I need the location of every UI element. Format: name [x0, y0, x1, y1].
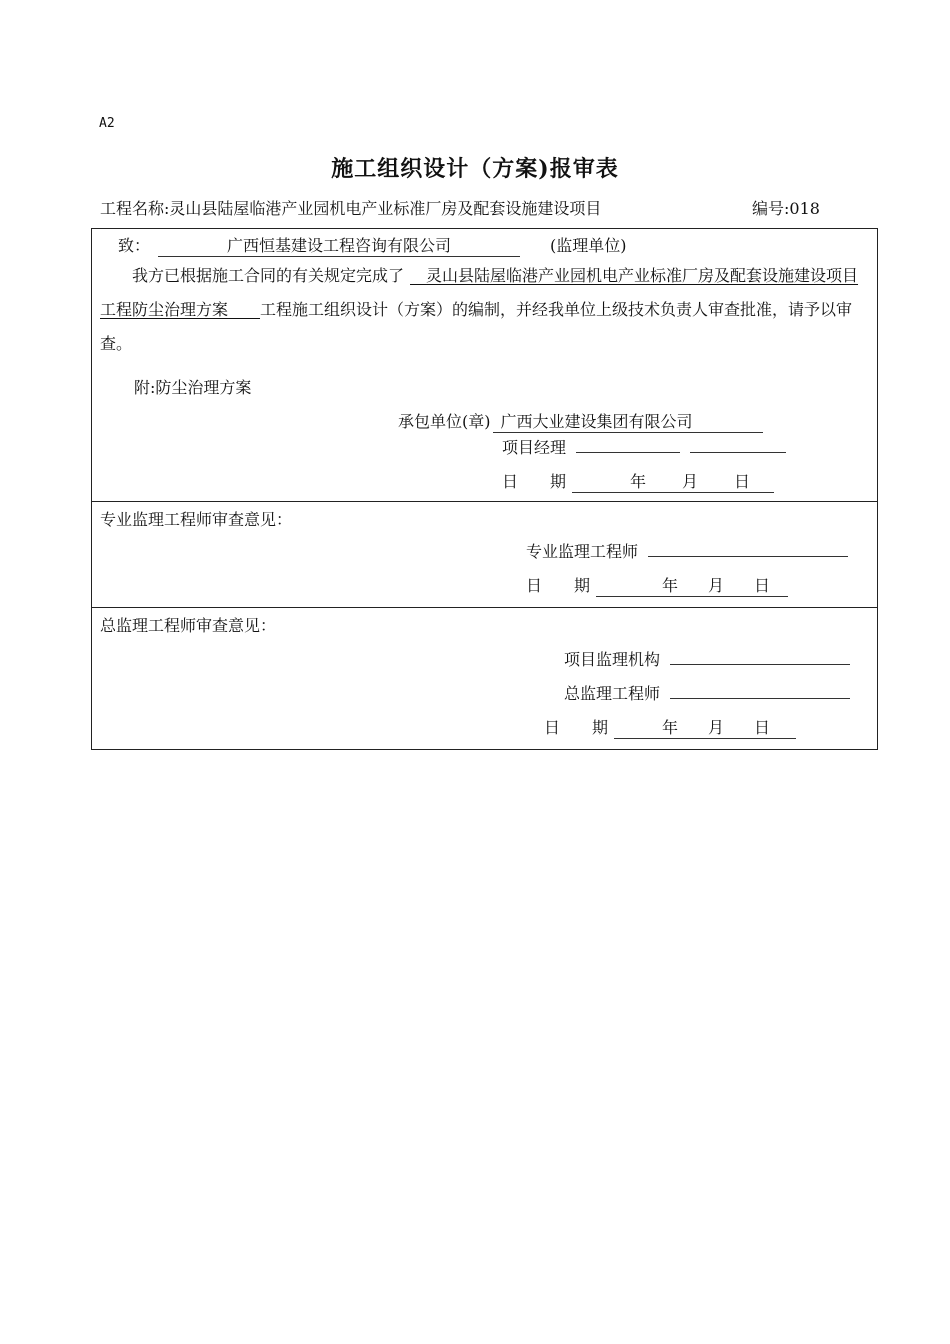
specialist-signature-field: [648, 540, 848, 557]
section-divider-2: [92, 607, 877, 608]
submission-statement: [100, 259, 870, 361]
chief-opinion-heading: 总监理工程师审查意见：: [100, 616, 277, 635]
contractor-name: 广西大业建设集团有限公司: [500, 412, 693, 431]
to-label: 致：: [118, 236, 151, 255]
statement-plan-name: 灵山县陆屋临港产业园机电产业标准厂房及配套设施建设项目工程防尘治理方案: [100, 266, 859, 319]
addressee-line: [118, 233, 627, 257]
contractor-label: 承包单位(章): [398, 412, 491, 431]
form-title: 施工组织设计（方案)报审表: [331, 156, 619, 182]
date-field-2: 年 月 日: [596, 573, 788, 597]
chief-signature-field: [670, 682, 850, 699]
chief-engineer-line: [564, 681, 850, 704]
supervisor-unit-field: [158, 233, 520, 257]
attachment-line: 附:防尘治理方案: [134, 378, 252, 397]
manager-extra-field: [690, 436, 786, 453]
manager-label: 项目经理: [502, 438, 567, 457]
contractor-field: [493, 409, 763, 433]
supervision-org-line: [564, 647, 850, 670]
supervision-org-label: 项目监理机构: [564, 650, 661, 669]
chief-engineer-label: 总监理工程师: [564, 684, 661, 703]
section-divider-1: [92, 501, 877, 502]
statement-suffix: 工程施工组织设计（方案）的编制，并经我单位上级技术负责人审查批准，请予以审查。: [100, 300, 853, 353]
to-suffix: (监理单位): [550, 236, 627, 255]
manager-line: [502, 435, 786, 458]
date-label-2: 日 期: [526, 576, 591, 595]
project-line: [100, 196, 601, 219]
supervision-org-field: [670, 648, 850, 665]
date-line-2: [526, 573, 788, 597]
statement-prefix: 我方已根据施工合同的有关规定完成了: [132, 266, 405, 285]
specialist-engineer-label: 专业监理工程师: [526, 542, 639, 561]
project-label: 工程名称:: [100, 199, 170, 218]
specialist-opinion-heading: 专业监理工程师审查意见：: [100, 510, 293, 529]
project-name: 灵山县陆屋临港产业园机电产业标准厂房及配套设施建设项目: [169, 199, 602, 218]
date-label-1: 日 期: [502, 472, 567, 491]
date-field-1: 年 月 日: [572, 469, 774, 493]
date-line-1: [502, 469, 774, 493]
number-value: 018: [789, 199, 820, 218]
contractor-line: [398, 409, 763, 433]
date-line-3: [544, 715, 796, 739]
specialist-engineer-line: [526, 539, 848, 562]
number-label: 编号:: [752, 199, 790, 218]
form-number: [752, 196, 820, 219]
supervisor-unit-name: 广西恒基建设工程咨询有限公司: [227, 236, 452, 255]
review-table: [91, 228, 878, 750]
date-field-3: 年 月 日: [614, 715, 796, 739]
manager-signature-field: [576, 436, 680, 453]
date-label-3: 日 期: [544, 718, 609, 737]
form-code: A2: [99, 116, 115, 131]
